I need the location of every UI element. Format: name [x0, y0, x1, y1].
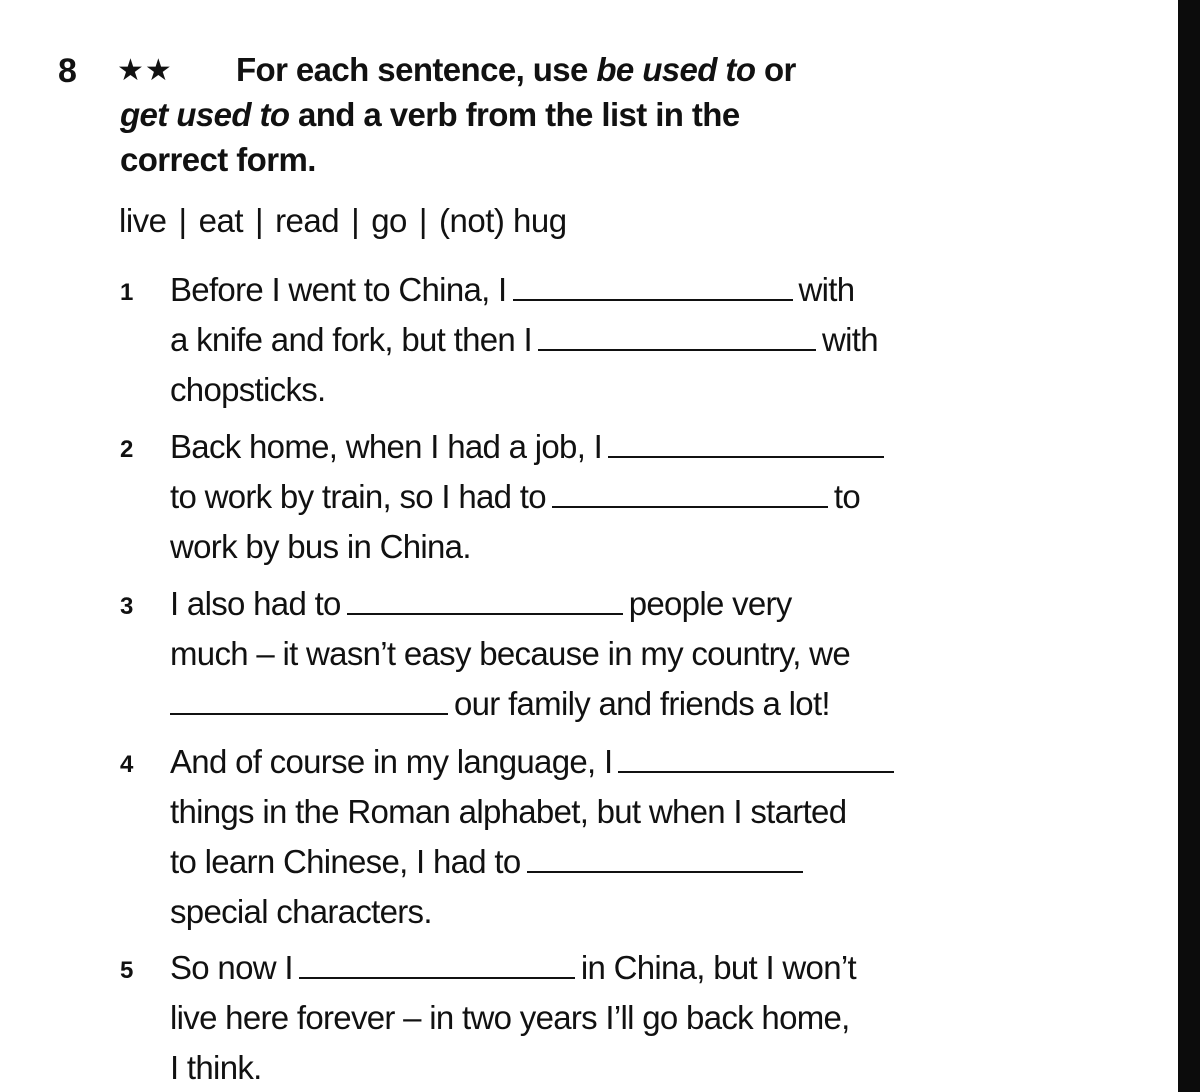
instruction-text-3: and a verb from the list in the correct form.	[120, 96, 740, 178]
word-separator: |	[418, 202, 427, 239]
word-go: go	[371, 202, 407, 239]
item-line: special characters.	[170, 893, 432, 930]
answer-blank[interactable]	[170, 683, 448, 715]
line-text: Before I went to China, I	[170, 271, 507, 308]
item-line: live here forever – in two years I’ll go back home,	[170, 999, 850, 1036]
word-eat: eat	[198, 202, 243, 239]
line-text: a knife and fork, but then I	[170, 321, 532, 358]
word-read: read	[275, 202, 340, 239]
page-edge-border	[1178, 0, 1200, 1092]
instruction-text-2: or	[755, 51, 796, 88]
item-line	[170, 318, 878, 362]
line-text: people very	[628, 585, 792, 622]
line-text: Back home, when I had a job, I	[170, 428, 603, 465]
answer-blank[interactable]	[608, 426, 884, 458]
item-line	[170, 475, 860, 519]
item-line: chopsticks.	[170, 371, 326, 408]
answer-blank[interactable]	[538, 319, 816, 351]
item-line	[170, 268, 854, 312]
line-text: And of course in my language, I	[170, 743, 613, 780]
item-line: things in the Roman alphabet, but when I started	[170, 793, 847, 830]
line-text: with	[798, 271, 855, 308]
answer-blank[interactable]	[527, 841, 803, 873]
answer-blank[interactable]	[618, 741, 894, 773]
instruction-phrase-get-used-to: get used to	[120, 96, 290, 133]
line-text: to work by train, so I had to	[170, 478, 546, 515]
item-line: work by bus in China.	[170, 528, 471, 565]
line-text: with	[821, 321, 878, 358]
item-number: 1	[120, 279, 134, 306]
item-number: 5	[120, 957, 134, 984]
exercise-number: 8	[58, 52, 77, 90]
answer-blank[interactable]	[513, 269, 793, 301]
word-live: live	[119, 202, 167, 239]
word-separator: |	[178, 202, 187, 239]
item-line: I think.	[170, 1049, 262, 1086]
item-line	[170, 425, 890, 469]
line-text: to	[833, 478, 861, 515]
item-line: much – it wasn’t easy because in my country, we	[170, 635, 850, 672]
line-text: in China, but I won’t	[580, 949, 856, 986]
item-line	[170, 740, 900, 784]
answer-blank[interactable]	[299, 947, 575, 979]
item-line	[170, 946, 856, 990]
item-number: 3	[120, 593, 134, 620]
difficulty-stars: ★★	[117, 54, 173, 87]
line-text: to learn Chinese, I had to	[170, 843, 521, 880]
line-text: I also had to	[170, 585, 341, 622]
word-separator: |	[254, 202, 264, 239]
instruction-phrase-be-used-to: be used to	[596, 51, 756, 88]
item-number: 2	[120, 436, 134, 463]
exercise-instruction	[120, 47, 840, 182]
item-line	[170, 840, 809, 884]
line-text: So now I	[170, 949, 293, 986]
word-separator: |	[351, 202, 360, 239]
item-line	[170, 582, 792, 626]
answer-blank[interactable]	[552, 476, 828, 508]
answer-blank[interactable]	[347, 583, 623, 615]
item-line	[170, 682, 830, 726]
line-text: our family and friends a lot!	[454, 685, 830, 722]
instruction-text-1: For each sentence, use	[236, 51, 597, 88]
item-number: 4	[120, 751, 134, 778]
word-not-hug: (not) hug	[439, 202, 567, 239]
word-list	[119, 199, 567, 243]
